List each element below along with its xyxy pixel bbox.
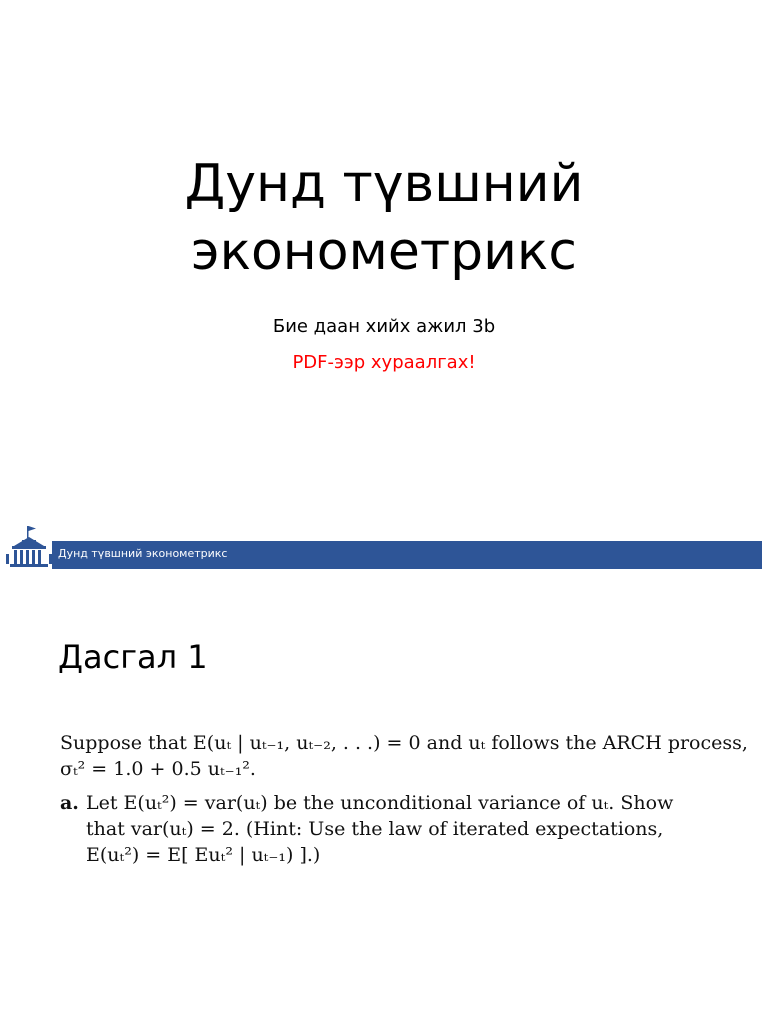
problem-intro-line-2: σₜ² = 1.0 + 0.5 uₜ₋₁². xyxy=(60,758,256,780)
slide-header-banner xyxy=(0,524,768,570)
slide-subtitle: Бие даан хийх ажил 3b xyxy=(272,316,496,337)
exercise-heading: Дасгал 1 xyxy=(58,638,208,676)
part-a-line-3: E(uₜ²) = E[ Euₜ² | uₜ₋₁) ].) xyxy=(86,844,321,866)
part-a-label: a. xyxy=(60,792,79,814)
problem-intro-line-1: Suppose that E(uₜ | uₜ₋₁, uₜ₋₂, . . .) = 0 and uₜ follows the ARCH process, xyxy=(60,732,748,754)
part-a-line-1: Let E(uₜ²) = var(uₜ) be the unconditional variance of uₜ. Show xyxy=(86,792,674,814)
university-building-icon xyxy=(6,524,52,570)
problem-statement xyxy=(60,730,748,868)
header-course-title: Дунд түвшний эконометрикс xyxy=(58,547,228,560)
header-bar xyxy=(52,541,762,569)
problem-part-a xyxy=(60,790,720,868)
slide-title xyxy=(0,150,768,286)
slide-title-line-2: эконометрикс xyxy=(191,222,577,282)
slide-title-line-1: Дунд түвшний xyxy=(184,154,584,214)
part-a-line-2: that var(uₜ) = 2. (Hint: Use the law of iterated expectations, xyxy=(86,818,664,840)
submission-note: PDF-ээр хураалгах! xyxy=(292,352,476,373)
